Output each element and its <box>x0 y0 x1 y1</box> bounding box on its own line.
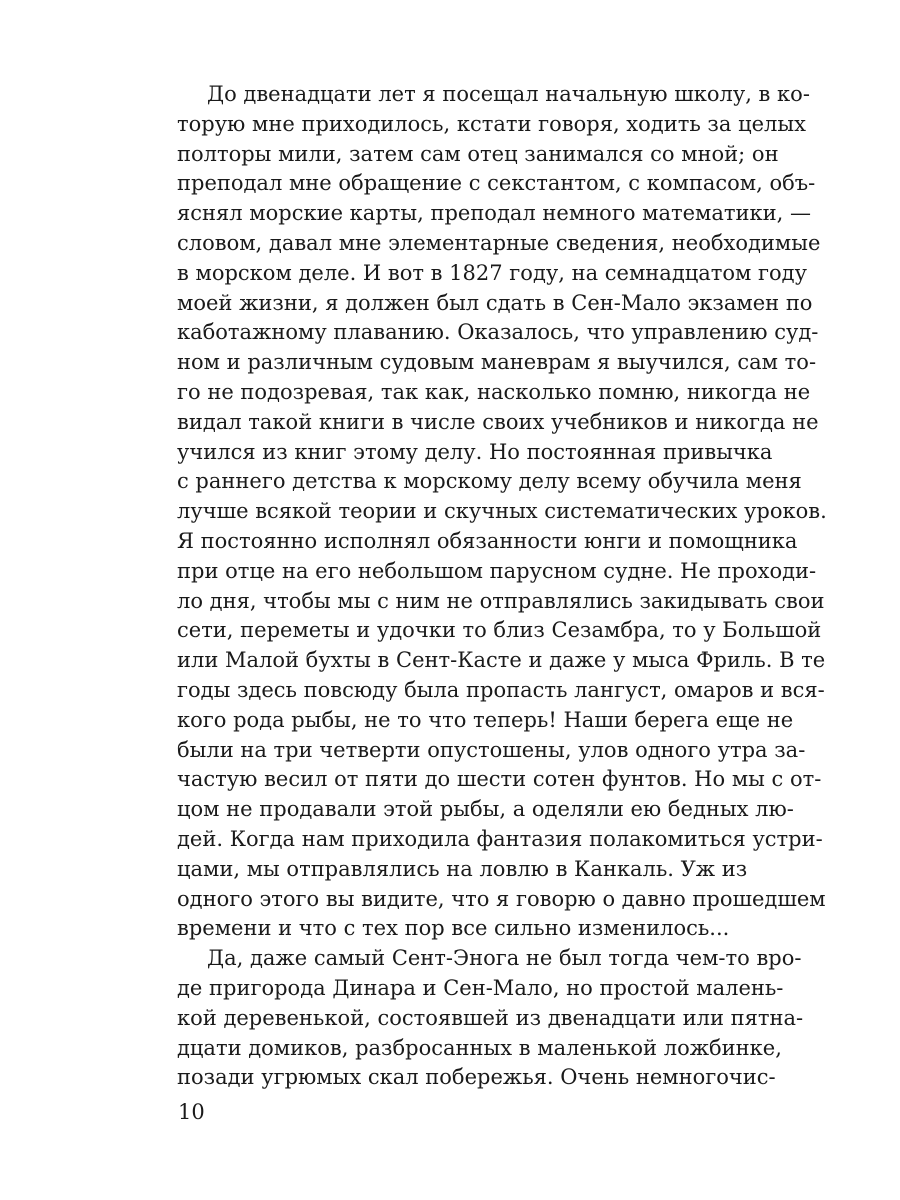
text-line: или Малой бухты в Сент-Касте и даже у мыса Фриль. В те <box>177 648 826 673</box>
text-line: де пригорода Динара и Сен-Мало, но простой малень- <box>177 975 784 1000</box>
text-line: учился из книг этому делу. Но постоянная привычка <box>177 439 773 464</box>
page-number: 10 <box>178 1100 205 1124</box>
text-line: Да, даже самый Сент-Энога не был тогда чем-то вро- <box>207 946 802 971</box>
text-line: были на три четверти опустошены, улов одного утра за- <box>177 737 806 762</box>
text-line: цами, мы отправлялись на ловлю в Канкаль. Уж из <box>177 856 748 881</box>
text-line: времени и что с тех пор все сильно изменилось... <box>177 916 730 941</box>
text-line: одного этого вы видите, что я говорю о давно прошедшем <box>177 886 826 911</box>
text-line: дей. Когда нам приходила фантазия полакомиться устри- <box>177 826 823 851</box>
text-line: годы здесь повсюду была пропасть лангуст, омаров и вся- <box>177 677 825 702</box>
text-line: го не подозревая, так как, насколько помню, никогда не <box>177 379 811 404</box>
text-line: преподал мне обращение с секстантом, с компасом, объ- <box>177 171 816 196</box>
text-line: с раннего детства к морскому делу всему обучила меня <box>177 469 802 494</box>
text-line: видал такой книги в числе своих учебников и никогда не <box>177 409 819 434</box>
text-line: частую весил от пяти до шести сотен фунтов. Но мы с от- <box>177 767 822 792</box>
text-line: ло дня, чтобы мы с ним не отправлялись закидывать свои <box>177 588 825 613</box>
text-line: кого рода рыбы, не то что теперь! Наши берега еще не <box>177 707 794 732</box>
text-line: в морском деле. И вот в 1827 году, на семнадцатом году <box>177 260 807 285</box>
text-line: сети, переметы и удочки то близ Сезамбра, то у Большой <box>177 618 822 643</box>
text-line: словом, давал мне элементарные сведения, необходимые <box>177 230 821 255</box>
text-line: моей жизни, я должен был сдать в Сен-Мало экзамен по <box>177 290 813 315</box>
text-line: цом не продавали этой рыбы, а оделяли ею бедных лю- <box>177 797 794 822</box>
text-line: лучше всякой теории и скучных систематических уроков. <box>177 499 827 524</box>
paragraph-2 <box>177 944 804 1093</box>
text-line: при отце на его небольшом парусном судне. Не проходи- <box>177 558 817 583</box>
text-line: торую мне приходилось, кстати говоря, ходить за целых <box>177 111 806 136</box>
paragraph-1 <box>177 80 827 944</box>
text-line: яснял морские карты, преподал немного математики, — <box>177 201 811 226</box>
text-line: До двенадцати лет я посещал начальную школу, в ко- <box>207 82 810 106</box>
text-line: позади угрюмых скал побережья. Очень немногочис- <box>177 1065 776 1090</box>
text-line: полторы мили, затем сам отец занимался со мной; он <box>177 141 779 166</box>
text-line: Я постоянно исполнял обязанности юнги и помощника <box>177 528 798 553</box>
page-body <box>177 80 827 1093</box>
text-line: ном и различным судовым маневрам я выучился, сам то- <box>177 350 817 375</box>
text-line: каботажному плаванию. Оказалось, что управлению суд- <box>177 320 819 345</box>
text-line: кой деревенькой, состоявшей из двенадцати или пятна- <box>177 1005 804 1030</box>
text-line: дцати домиков, разбросанных в маленькой ложбинке, <box>177 1035 782 1060</box>
